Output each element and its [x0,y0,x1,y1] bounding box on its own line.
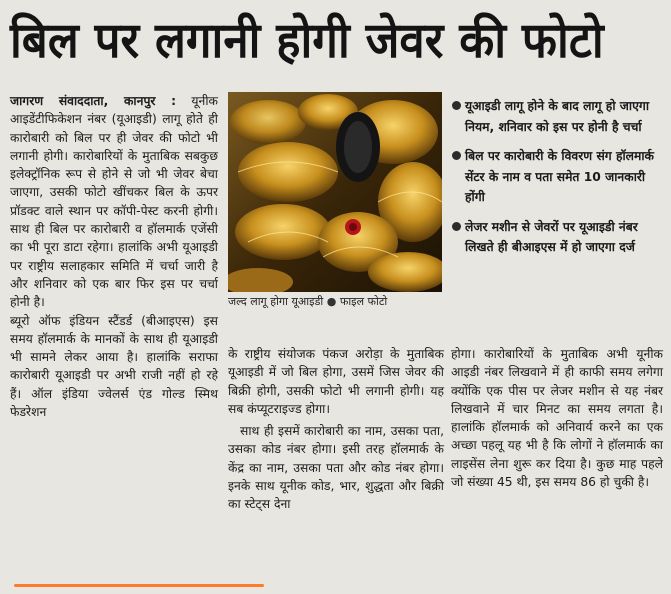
article-paragraph: होगा। कारोबारियों के मुताबिक अभी यूनीक आइडी नंबर लिखवाने में ही काफी समय लगेगा क्योंकि एक पीस पर लेजर मशीन से यह नंबर लिखवाने में चार मिनट का समय लगता है। हालांकि हॉलमार्क को अनिवार्य करने का एक अच्छा पहलू यह भी है कि लोगों ने हॉलमार्क का लाइसेंस लेना शुरू कर दिया है। कुछ माह पहले जो संख्या 45 थी, इस समय 86 हो चुकी है। [451,347,663,490]
highlight-bullets [451,96,663,267]
caption-text: जल्द लागू होगा यूआइडी [228,295,324,308]
bullet-point: यूआइडी लागू होने के बाद लागू हो जाएगा नियम, शनिवार को इस पर होनी है चर्चा [451,96,663,137]
caption-credit: फाइल फोटो [339,295,388,308]
caption-separator: ● [326,295,337,308]
highlight-underline [14,584,264,587]
photo-caption [228,294,448,309]
article-paragraph: के राष्ट्रीय संयोजक पंकज अरोड़ा के मुताबिक यूआइडी में जो बिल होगा, उसमें जिस जेवर की बिक्री होगी, उसकी फोटो भी लगानी होगी। यह सब कंप्यूटराइज्ड होगा। [228,347,444,416]
article-paragraph: साथ ही इसमें कारोबारी का नाम, उसका पता, उसका कोड नंबर होगा। इसी तरह हॉलमार्क के केंद्र का नाम, उसका पता और कोड नंबर होगा। इनके साथ यूनीक कोड, भार, शुद्धता और बिक्री का स्टेट्स देना [228,424,444,512]
jewellery-image [228,92,442,292]
jewellery-photo [228,92,442,292]
headline: बिल पर लगानी होगी जेवर की फोटो [10,12,604,69]
bullet-point: लेजर मशीन से जेवरों पर यूआइडी नंबर लिखते ही बीआइएस में हो जाएगा दर्ज [451,217,663,258]
article-column-3 [451,345,663,491]
bullet-point: बिल पर कारोबारी के विवरण संग हॉलमार्क सेंटर के नाम व पता समेत 10 जानकारी होंगी [451,146,663,208]
article-column-2 [228,345,444,514]
article-paragraph [10,92,218,312]
paragraph-text: यूनीक आइडेंटीफिकेशन नंबर (यूआइडी) लागू होते ही कारोबारी को बिल पर ही जेवर की फोटो भी लगानी होगी। कारोबारियों के मुताबिक सबकुछ इलेक्ट्रॉनिक रूप से होने से जो भी जेवर बेचा जाएगा, उसकी फोटो खींचकर बिल के ऊपर प्रॉडक्ट वाले स्थान पर कॉपी-पेस्ट करनी होगी। साथ ही बिल पर कारोबारी व हॉलमार्क एजेंसी का भी पूरा डाटा रहेगा। हालांकि अभी यूआइडी पर राष्ट्रीय सलाहकार समिति में चर्चा जारी है और शनिवार को एक बार फिर इस पर चर्चा होनी है। [10,94,218,310]
article-paragraph: ब्यूरो ऑफ इंडियन स्टैंडर्ड (बीआइएस) इस समय हॉलमार्क के मानकों के साथ ही यूआइडी भी सामने लेकर आया है। हालांकि सराफा कारोबारी यूआइडी पर अभी राजी नहीं हो रहे हैं। ऑल इंडिया ज्वेलर्स एंड गोल्ड स्मिथ फेडरेशन [10,313,218,420]
byline: जागरण संवाददाता, कानपुर : [10,94,177,108]
article-column-1 [10,92,218,421]
